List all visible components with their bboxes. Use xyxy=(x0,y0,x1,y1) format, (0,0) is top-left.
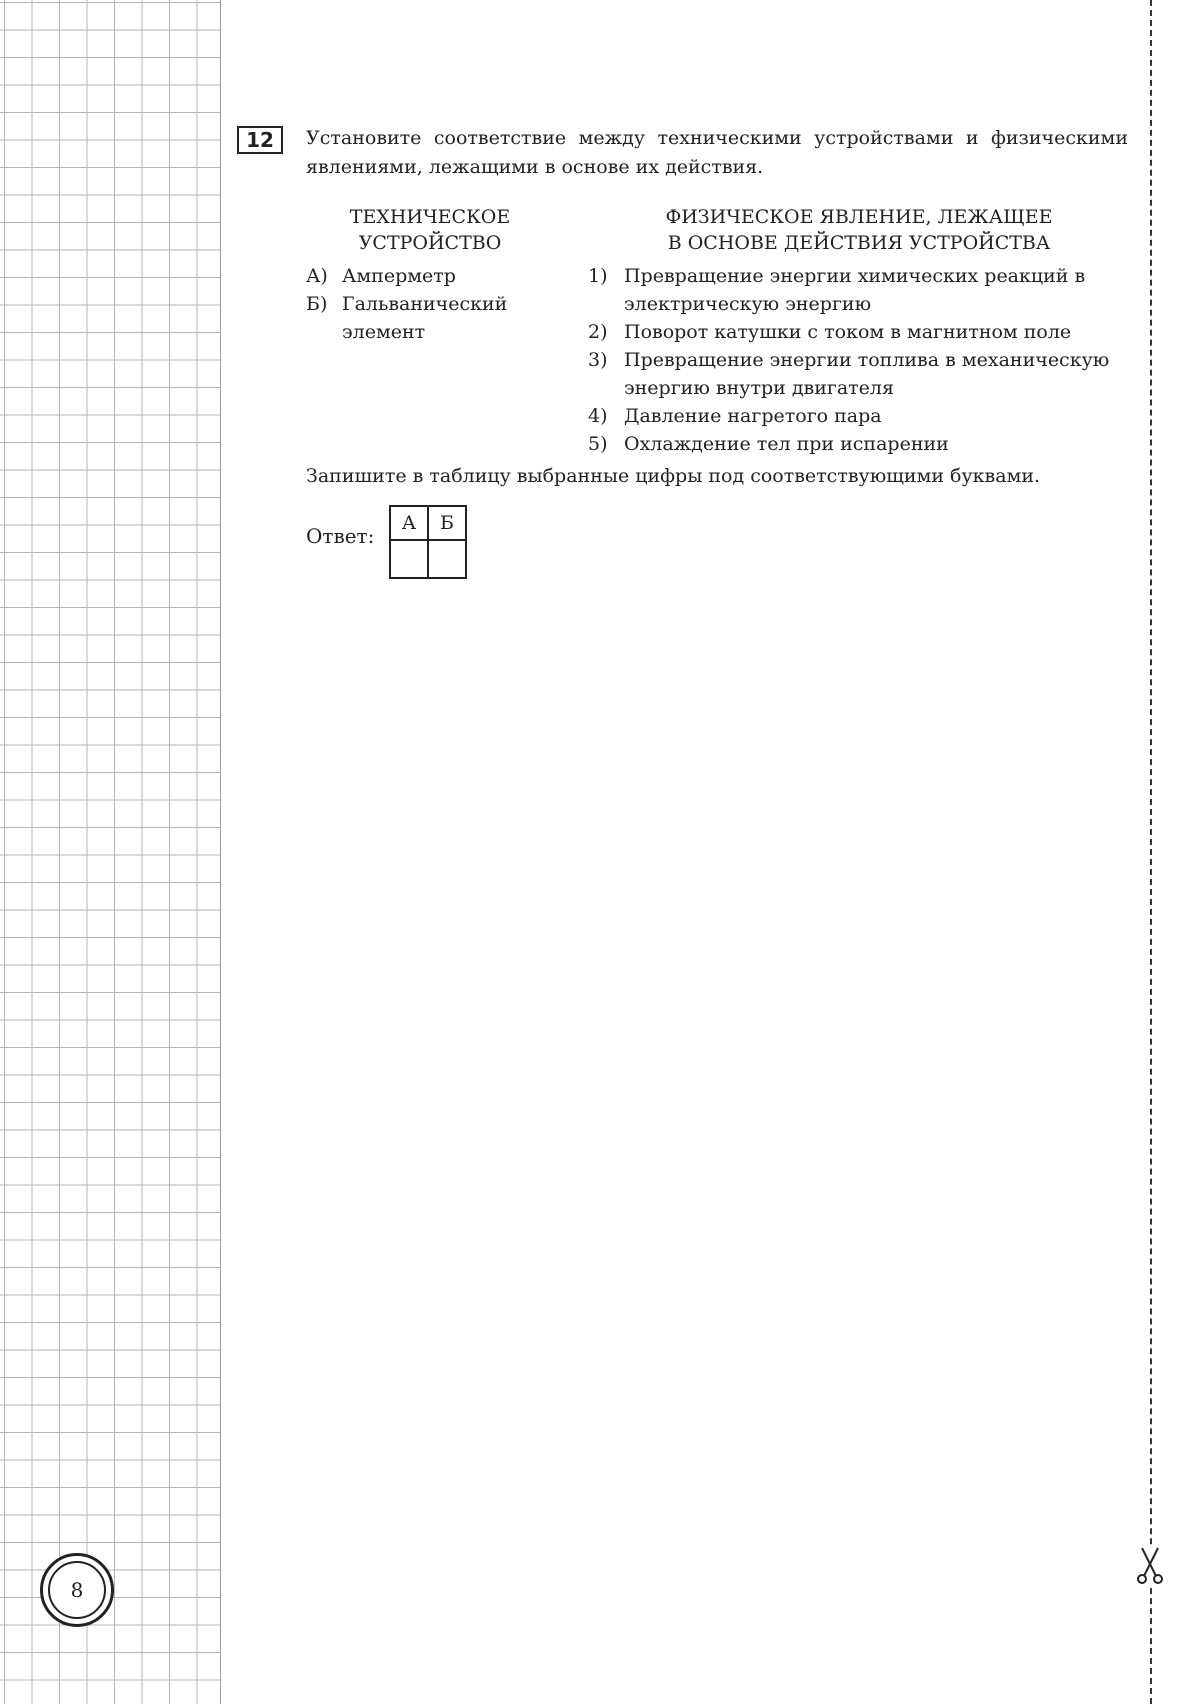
phenomenon-item xyxy=(588,346,1132,402)
device-item xyxy=(306,262,566,290)
device-list xyxy=(306,262,566,346)
cut-line xyxy=(1150,0,1152,1704)
right-header-line-2: В ОСНОВЕ ДЕЙСТВИЯ УСТРОЙСТВА xyxy=(667,232,1051,254)
device-text: Амперметр xyxy=(342,265,456,287)
right-header-line-1: ФИЗИЧЕСКОЕ ЯВЛЕНИЕ, ЛЕЖАЩЕЕ xyxy=(665,206,1053,228)
phenomenon-label: 2) xyxy=(588,321,608,343)
device-item xyxy=(306,290,566,346)
phenomenon-text: Превращение энергии топлива в механическую энергию внутри двигателя xyxy=(624,349,1110,399)
left-header-line-1: ТЕХНИЧЕСКОЕ xyxy=(349,206,511,228)
phenomenon-item xyxy=(588,318,1132,346)
phenomenon-text: Давление нагретого пара xyxy=(624,405,882,427)
phenomenon-label: 4) xyxy=(588,405,608,427)
instruction-text: Запишите в таблицу выбранные цифры под соответствующими буквами. xyxy=(306,465,1041,487)
answer-column-b: Б xyxy=(428,506,466,540)
grid-margin xyxy=(0,0,221,1704)
left-column-header xyxy=(306,204,554,256)
answer-cell-a[interactable] xyxy=(390,540,428,578)
task-number: 12 xyxy=(237,126,283,154)
device-text: Гальванический элемент xyxy=(342,293,508,343)
phenomenon-text: Превращение энергии химических реакций в электрическую энергию xyxy=(624,265,1086,315)
phenomenon-item xyxy=(588,402,1132,430)
answer-cell-b[interactable] xyxy=(428,540,466,578)
phenomenon-label: 1) xyxy=(588,265,608,287)
phenomenon-text: Поворот катушки с током в магнитном поле xyxy=(624,321,1072,343)
device-label: А) xyxy=(306,265,328,287)
answer-table xyxy=(389,505,467,579)
phenomenon-item xyxy=(588,430,1132,458)
page-number-badge xyxy=(40,1553,114,1627)
phenomenon-list xyxy=(588,262,1132,458)
scissors-icon xyxy=(1134,1546,1166,1586)
phenomenon-label: 3) xyxy=(588,349,608,371)
page-number: 8 xyxy=(70,1578,84,1602)
device-label: Б) xyxy=(306,293,328,315)
phenomenon-label: 5) xyxy=(588,433,608,455)
right-column-header xyxy=(590,204,1128,256)
phenomenon-text: Охлаждение тел при испарении xyxy=(624,433,949,455)
task-text: Установите соответствие между техническими устройствами и физическими явлениями, лежащими в основе их действия. xyxy=(306,127,1128,178)
left-header-line-2: УСТРОЙСТВО xyxy=(358,232,502,254)
phenomenon-item xyxy=(588,262,1132,318)
answer-label: Ответ: xyxy=(306,524,375,548)
answer-column-a: А xyxy=(390,506,428,540)
